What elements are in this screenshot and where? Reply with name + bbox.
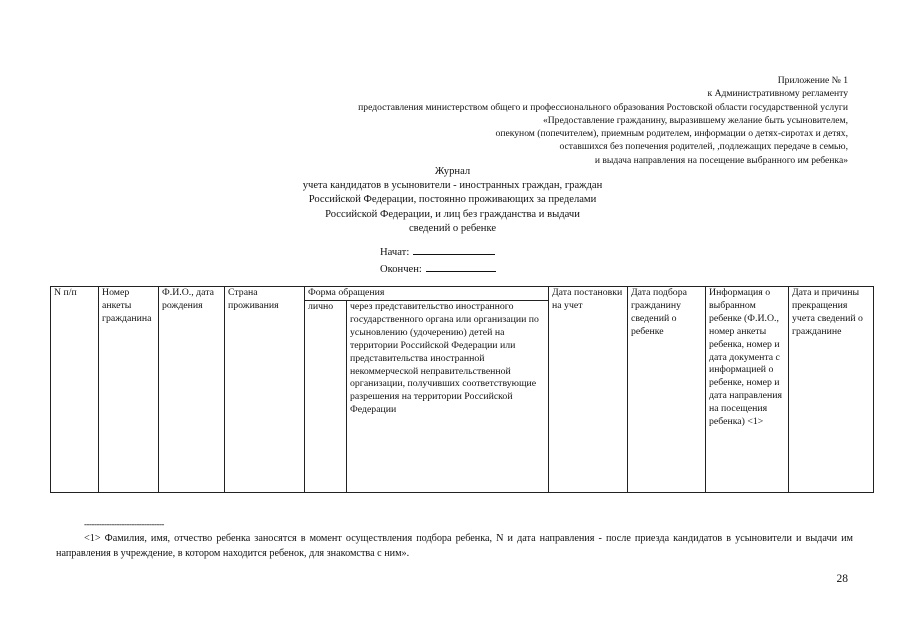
page-number: 28: [836, 573, 848, 585]
appendix-header: [228, 74, 848, 167]
footnote-text: <1> Фамилия, имя, отчество ребенка заносятся в момент осуществления подбора ребенка, N и дата направления - после приезда кандидатов в усыновители и выдачи им направления в учреждение, в котором находится ребенок, для знакомства с ним».: [56, 533, 853, 560]
header-app-number: Номер анкеты гражданина: [99, 287, 159, 493]
appendix-line: и выдача направления на посещение выбранного им ребенка»: [594, 154, 848, 166]
header-fio: Ф.И.О., дата рождения: [159, 287, 225, 493]
header-child-info: Информация о выбранном ребенке (Ф.И.О., номер анкеты ребенка, номер и дата документа с информацией о ребенке, номер и дата направления на посещения ребенка) <1>: [706, 287, 789, 493]
footnote-separator: --------------------------------: [84, 519, 164, 529]
finished-date-blank: [426, 261, 496, 272]
appendix-line: Приложение № 1: [777, 75, 848, 86]
journal-subtitle-line: сведений о ребенке: [408, 222, 497, 234]
header-reg-date: Дата постановки на учет: [549, 287, 628, 493]
appendix-line: опекуном (попечителем), приемным родителем, информации о детях-сиротах и детях,: [495, 128, 848, 140]
journal-title: Журнал: [434, 166, 471, 177]
header-selection-date: Дата подбора гражданину сведений о ребенке: [628, 287, 706, 493]
appendix-line: к Административному регламенту: [707, 88, 848, 100]
finished-label: Окончен:: [380, 263, 422, 275]
journal-subtitle-line: учета кандидатов в усыновители - иностранных граждан, граждан: [302, 180, 603, 192]
journal-dates: [380, 244, 540, 277]
appendix-line: предоставления министерством общего и профессионального образования Ростовской области государственной услуги: [358, 101, 848, 113]
header-termination: Дата и причины прекращения учета сведений о гражданине: [789, 287, 874, 493]
header-country: Страна проживания: [225, 287, 305, 493]
finished-date-row: [380, 261, 540, 278]
appendix-line: «Предоставление гражданину, выразившему желание быть усыновителем,: [542, 114, 848, 126]
started-label: Начат:: [380, 247, 410, 258]
header-form-in-person: лично: [305, 301, 347, 493]
header-num: N п/п: [51, 287, 99, 493]
started-date-row: [380, 244, 540, 261]
table-header-row: [51, 287, 874, 301]
journal-title-block: [280, 165, 625, 236]
appendix-line: оставшихся без попечения родителей, ,подлежащих передаче в семью,: [559, 141, 848, 153]
journal-subtitle-line: Российской Федерации, постоянно проживающих за пределами: [308, 194, 597, 206]
header-form: Форма обращения: [305, 287, 549, 301]
started-date-blank: [413, 244, 495, 255]
journal-subtitle-line: Российской Федерации, и лиц без гражданства и выдачи: [325, 208, 580, 220]
header-form-via-representative: через представительство иностранного государственного органа или организации по усыновлению (удочерению) детей на территории Российской Федерации или представительства иностранной некоммерческой неправительственной организации, получивших соответствующие разрешения на территории Российской Федерации: [347, 301, 549, 493]
registration-table: [50, 286, 874, 493]
